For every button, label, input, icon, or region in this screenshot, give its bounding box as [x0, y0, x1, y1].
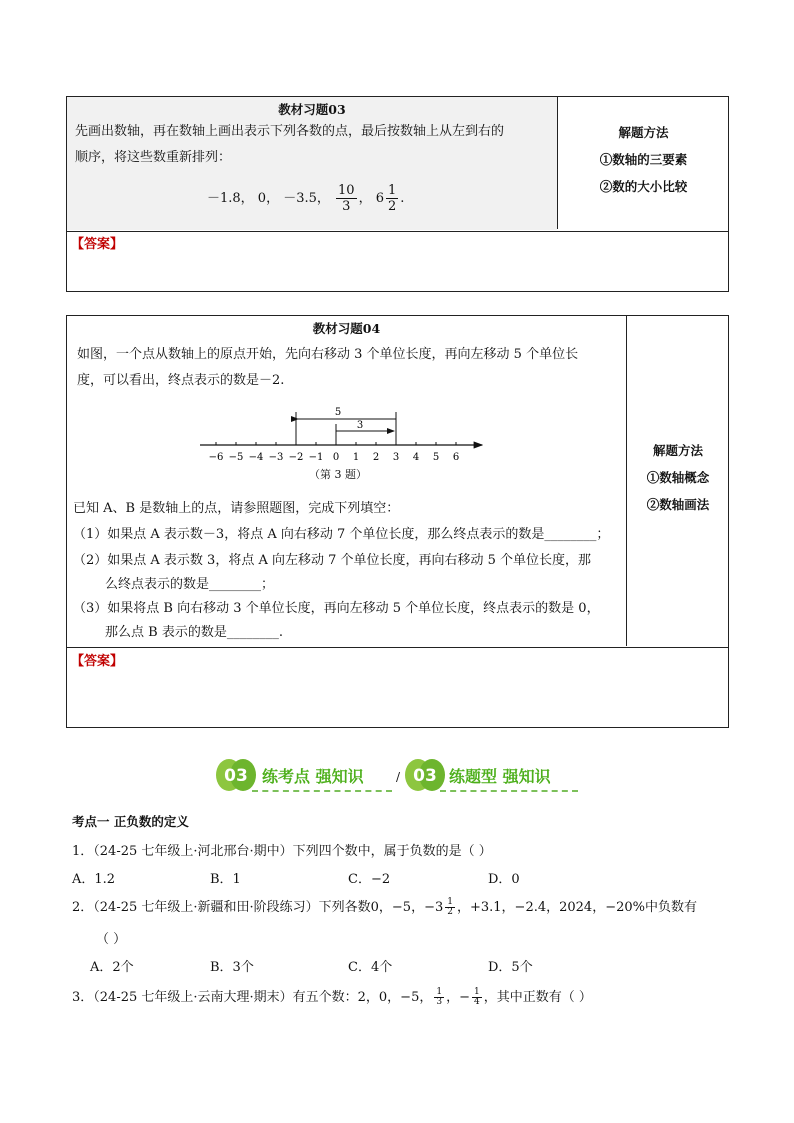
exercise-04-item2b: 么终点表示的数是________；	[105, 577, 275, 592]
exercise-04-method	[626, 437, 730, 518]
practice-3-stem-a: 3．（24-25 七年级上·云南大理·期末）有五个数：2，0，−5，	[72, 990, 433, 1005]
axis-tick-labels	[209, 452, 460, 463]
method-item-2: ②数轴画法	[646, 497, 710, 512]
practice-2-option-a: A．2个	[90, 960, 134, 975]
exercise-04-item2a: （2）如果点 A 表示数 3，将点 A 向左移动 7 个单位长度，再向右移动 5 个单位长度，那	[73, 553, 592, 568]
practice-3-mid: ，−	[446, 990, 470, 1005]
practice-1-option-a: A．1.2	[72, 872, 116, 887]
axis-tick-label: −4	[248, 452, 264, 463]
exercise-04-item1: （1）如果点 A 表示数－3，将点 A 向右移动 7 个单位长度，那么终点表示的数是________；	[73, 527, 610, 542]
period: .	[400, 191, 405, 206]
practice-3-fraction-1: $\frac{1}{3}$	[436, 987, 443, 1007]
axis-tick-label: −6	[208, 452, 224, 463]
practice-3-fraction-2: $\frac{1}{4}$	[474, 987, 480, 1007]
badge-icon-2	[405, 758, 445, 792]
exercise-03-text-line2: 顺序，将这些数重新排列：	[75, 150, 232, 165]
banner-separator: /	[396, 770, 401, 784]
figure-caption: （第 3 题）	[309, 468, 367, 481]
practice-1-option-b: B．1	[210, 872, 241, 887]
exercise-03-answer-label: 【答案】	[71, 237, 124, 252]
method-title: 解题方法	[618, 125, 669, 140]
badge-number: 03	[224, 766, 248, 786]
banner-underline-1	[252, 790, 392, 792]
practice-1-option-c: C．−2	[348, 872, 391, 887]
fraction-ten-thirds: $\frac{10}{3}$	[338, 183, 355, 214]
exercise-03-numbers	[207, 183, 404, 214]
axis-tick-label: 6	[452, 452, 460, 463]
exercise-04-item3b: 那么点 B 表示的数是________.	[105, 625, 283, 640]
method-item-1: ①数轴概念	[646, 470, 710, 485]
label-five: 5	[334, 407, 342, 418]
kaodian-heading: 考点一 正负数的定义	[72, 814, 189, 829]
exercise-04-answer-divider	[67, 647, 728, 648]
practice-2-stem-b: ，+3.1，−2.4，2024，−20%中负数有	[456, 900, 697, 915]
numbers-prefix: －1.8， 0， －3.5，	[207, 191, 330, 206]
badge-number: 03	[413, 766, 437, 786]
practice-3-stem-b: ，其中正数有（ ）	[483, 990, 592, 1005]
practice-1-option-d: D．0	[488, 872, 520, 887]
axis-tick-label: 1	[352, 452, 360, 463]
label-three: 3	[356, 420, 364, 431]
method-item-2: ②数的大小比较	[599, 179, 688, 194]
badge-icon-1	[216, 758, 256, 792]
practice-2-option-d: D．5个	[488, 960, 533, 975]
axis-tick-label: 3	[392, 452, 400, 463]
banner-underline-2	[440, 790, 578, 792]
axis-tick-label: −5	[228, 452, 244, 463]
axis-tick-label: 4	[412, 452, 420, 463]
exercise-03-box	[66, 96, 729, 292]
exercise-04-answer-label: 【答案】	[71, 654, 124, 669]
fraction-one-half: $\frac{1}{2}$	[388, 183, 397, 214]
practice-1-stem: 1．（24-25 七年级上·河北邢台·期中）下列四个数中，属于负数的是（ ）	[72, 844, 492, 859]
practice-2-option-b: B．3个	[210, 960, 254, 975]
practice-2-paren: （ ）	[96, 932, 127, 947]
practice-2-fraction: $\frac{1}{2}$	[447, 897, 453, 917]
banner-title-1: 练考点 强知识	[262, 767, 364, 786]
axis-tick-label: 2	[372, 452, 380, 463]
exercise-04-text-line1: 如图，一个点从数轴上的原点开始，先向右移动 3 个单位长度，再向左移动 5 个单位长	[77, 347, 579, 362]
practice-2-stem	[72, 896, 697, 917]
axis-tick-label: −1	[308, 452, 324, 463]
exercise-04-box	[66, 315, 729, 728]
axis-tick-label: −3	[268, 452, 284, 463]
method-item-1: ①数轴的三要素	[599, 152, 688, 167]
practice-2-stem-a: 2．（24-25 七年级上·新疆和田·阶段练习）下列各数0，−5，−3	[72, 900, 444, 915]
exercise-03-text-line1: 先画出数轴，再在数轴上画出表示下列各数的点，最后按数轴上从左到右的	[75, 124, 505, 139]
exercise-03-method	[557, 119, 730, 200]
exercise-04-text-line2: 度，可以看出，终点表示的数是－2.	[77, 373, 285, 388]
practice-3-stem	[72, 986, 592, 1007]
exercise-04-title: 教材习题04	[312, 321, 381, 336]
exercise-04-intro: 已知 A、B 是数轴上的点，请参照题图，完成下列填空：	[73, 501, 400, 516]
exercise-03-title: 教材习题03	[278, 102, 346, 117]
exercise-04-item3a: （3）如果将点 B 向右移动 3 个单位长度，再向左移动 5 个单位长度，终点表示的数是 0，	[73, 601, 600, 616]
method-title: 解题方法	[652, 443, 703, 458]
exercise-03-answer-divider	[67, 231, 728, 232]
comma: ，	[358, 191, 372, 206]
banner-title-2: 练题型 强知识	[449, 767, 551, 786]
practice-2-option-c: C．4个	[348, 960, 393, 975]
axis-tick-label: 0	[332, 452, 340, 463]
axis-tick-label: 5	[432, 452, 440, 463]
mixed-whole: 6	[375, 191, 385, 206]
axis-tick-label: −2	[288, 452, 304, 463]
